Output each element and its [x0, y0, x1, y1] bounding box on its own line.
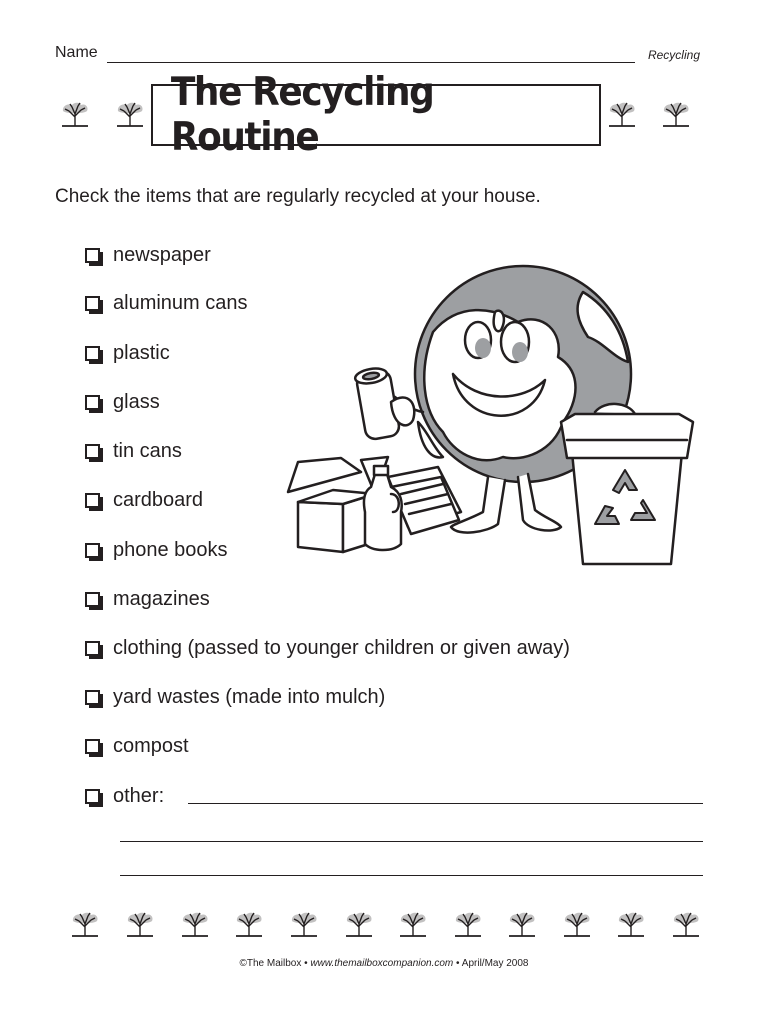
- tree-icon: [70, 912, 100, 938]
- checklist-item[interactable]: [85, 537, 228, 563]
- checklist-item[interactable]: [85, 684, 385, 710]
- checkbox-icon[interactable]: [85, 543, 100, 558]
- item-label: tin cans: [113, 439, 182, 462]
- checklist-item[interactable]: [85, 242, 211, 268]
- checkbox-icon[interactable]: [85, 444, 100, 459]
- checkbox-icon[interactable]: [85, 493, 100, 508]
- item-label: phone books: [113, 538, 228, 561]
- footer-date: April/May 2008: [461, 958, 529, 969]
- footer-url[interactable]: www.themailboxcompanion.com: [310, 958, 454, 969]
- checkbox-icon[interactable]: [85, 641, 100, 656]
- tree-icon: [453, 912, 483, 938]
- checkbox-icon[interactable]: [85, 248, 100, 263]
- tree-icon: [661, 102, 691, 128]
- item-label: other:: [113, 784, 165, 807]
- checkbox-icon[interactable]: [85, 346, 100, 361]
- name-row: [55, 44, 700, 66]
- tree-icon: [671, 912, 701, 938]
- checklist-item[interactable]: [85, 438, 182, 464]
- item-label: glass: [113, 390, 160, 413]
- tree-icon: [289, 912, 319, 938]
- checklist-item[interactable]: [85, 586, 210, 612]
- checklist-item[interactable]: [85, 389, 160, 415]
- item-label: yard wastes (made into mulch): [113, 685, 386, 708]
- name-line[interactable]: [107, 62, 635, 63]
- write-line[interactable]: [120, 875, 703, 876]
- checkbox-icon[interactable]: [85, 592, 100, 607]
- checklist-item[interactable]: [85, 733, 189, 759]
- instruction-text: Check the items that are regularly recycled at your house.: [55, 186, 541, 207]
- item-label: aluminum cans: [113, 291, 248, 314]
- tree-icon: [562, 912, 592, 938]
- item-label: clothing (passed to younger children or given away): [113, 636, 570, 659]
- tree-icon: [398, 912, 428, 938]
- page-title: The Recycling Routine: [170, 70, 434, 160]
- footer-copyright: ©The Mailbox: [239, 958, 302, 969]
- tree-icon: [607, 102, 637, 128]
- name-label: Name: [55, 44, 98, 61]
- footer: [0, 958, 768, 969]
- checkbox-icon[interactable]: [85, 296, 100, 311]
- item-label: compost: [113, 734, 189, 757]
- item-label: plastic: [113, 341, 170, 364]
- recycle-bin-icon: [561, 414, 693, 564]
- footer-separator: •: [453, 958, 462, 969]
- footer-separator: •: [301, 958, 311, 969]
- earth-recycling-illustration: [283, 262, 695, 572]
- item-label: newspaper: [113, 243, 211, 266]
- tree-icon: [125, 912, 155, 938]
- tree-icon: [115, 102, 145, 128]
- write-line[interactable]: [120, 841, 703, 842]
- other-write-line[interactable]: [188, 803, 703, 804]
- tree-icon: [60, 102, 90, 128]
- checkbox-icon[interactable]: [85, 690, 100, 705]
- tree-icon: [234, 912, 264, 938]
- checkbox-icon[interactable]: [85, 789, 100, 804]
- checklist-item[interactable]: [85, 340, 170, 366]
- tree-icon: [616, 912, 646, 938]
- title-box: [151, 70, 601, 160]
- item-label: cardboard: [113, 488, 204, 511]
- topic-label: Recycling: [647, 48, 700, 62]
- checklist-item[interactable]: [85, 290, 248, 316]
- tree-icon: [507, 912, 537, 938]
- item-label: magazines: [113, 587, 210, 610]
- tree-icon: [180, 912, 210, 938]
- checkbox-icon[interactable]: [85, 395, 100, 410]
- checkbox-icon[interactable]: [85, 739, 100, 754]
- checklist-item[interactable]: [85, 487, 203, 513]
- checklist-item[interactable]: [85, 635, 570, 661]
- checklist-item[interactable]: [85, 783, 164, 809]
- tree-icon: [344, 912, 374, 938]
